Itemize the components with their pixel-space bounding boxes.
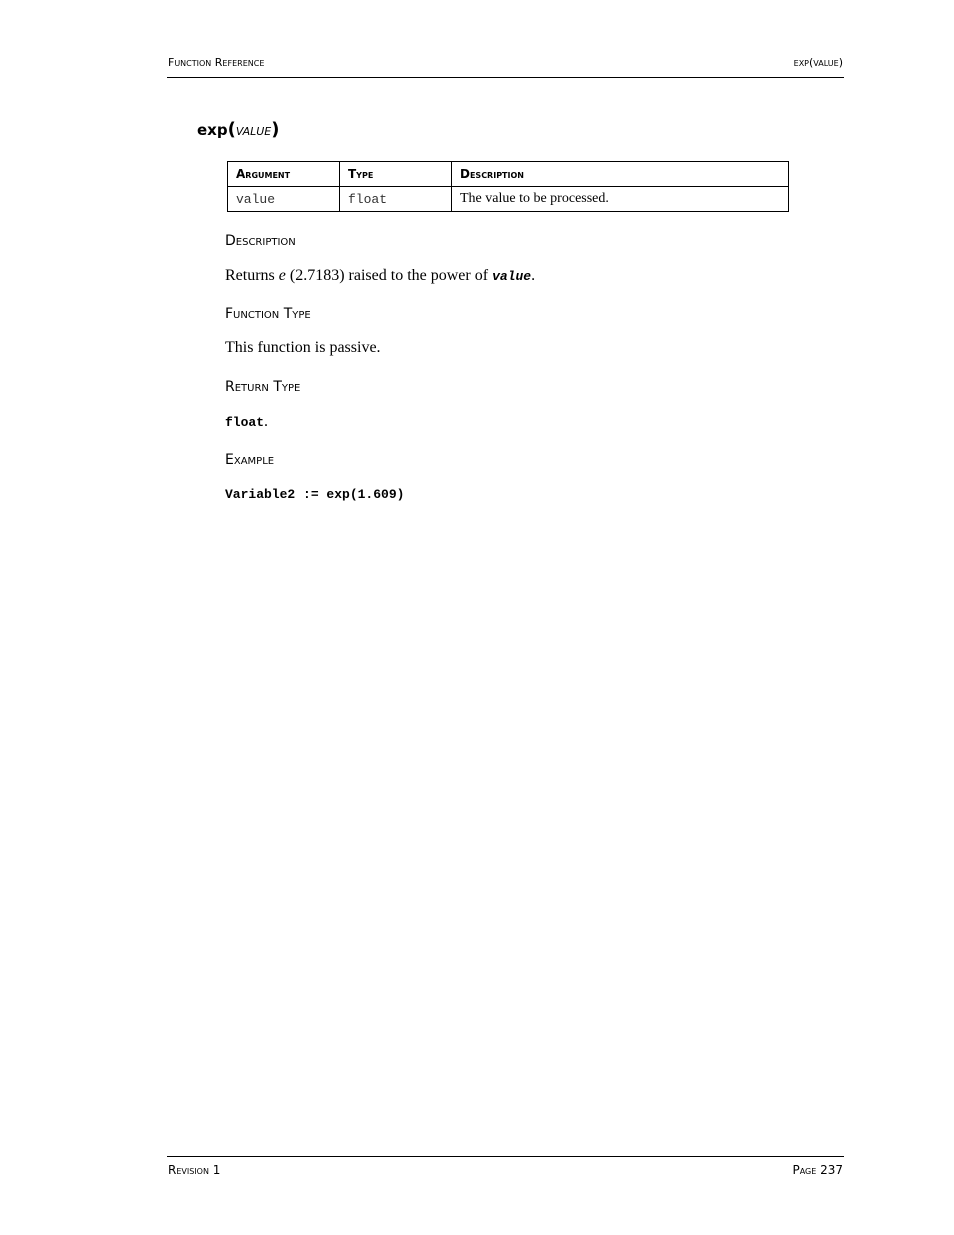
function-name: exp bbox=[197, 121, 228, 139]
function-title bbox=[197, 119, 280, 140]
return-type-heading: Return Type bbox=[225, 379, 301, 395]
description-text-after: . bbox=[531, 267, 536, 284]
table-header-row bbox=[228, 162, 789, 187]
description-text-middle: (2.7183) raised to the power of bbox=[285, 267, 493, 284]
close-paren: ) bbox=[271, 119, 280, 140]
column-header-type: Type bbox=[340, 162, 452, 187]
page-footer bbox=[167, 1156, 844, 1181]
function-type-text: This function is passive. bbox=[225, 339, 381, 356]
function-type-heading: Function Type bbox=[225, 306, 311, 322]
function-argument: value bbox=[235, 121, 272, 139]
footer-revision: Revision 1 bbox=[168, 1163, 221, 1177]
cell-type: float bbox=[340, 187, 452, 212]
description-text bbox=[225, 267, 535, 285]
euler-symbol: e bbox=[278, 267, 286, 284]
footer-page-number: Page 237 bbox=[792, 1163, 843, 1177]
open-paren: ( bbox=[227, 119, 236, 140]
return-type-code: float bbox=[225, 415, 265, 430]
cell-description: The value to be processed. bbox=[452, 187, 789, 212]
description-code: value bbox=[492, 269, 532, 284]
description-text-before: Returns bbox=[225, 267, 279, 284]
cell-argument: value bbox=[228, 187, 340, 212]
example-code: Variable2 := exp(1.609) bbox=[225, 487, 405, 502]
return-type-text bbox=[225, 413, 268, 431]
description-heading: Description bbox=[225, 233, 296, 249]
header-section-title: Function Reference bbox=[168, 56, 265, 69]
example-heading: Example bbox=[225, 452, 275, 468]
column-header-argument: Argument bbox=[228, 162, 340, 187]
header-function-name: exp(value) bbox=[793, 56, 843, 69]
return-type-suffix: . bbox=[264, 413, 269, 430]
table-row bbox=[228, 187, 789, 212]
page-header bbox=[167, 56, 844, 78]
argument-table bbox=[227, 161, 789, 212]
column-header-description: Description bbox=[452, 162, 789, 187]
